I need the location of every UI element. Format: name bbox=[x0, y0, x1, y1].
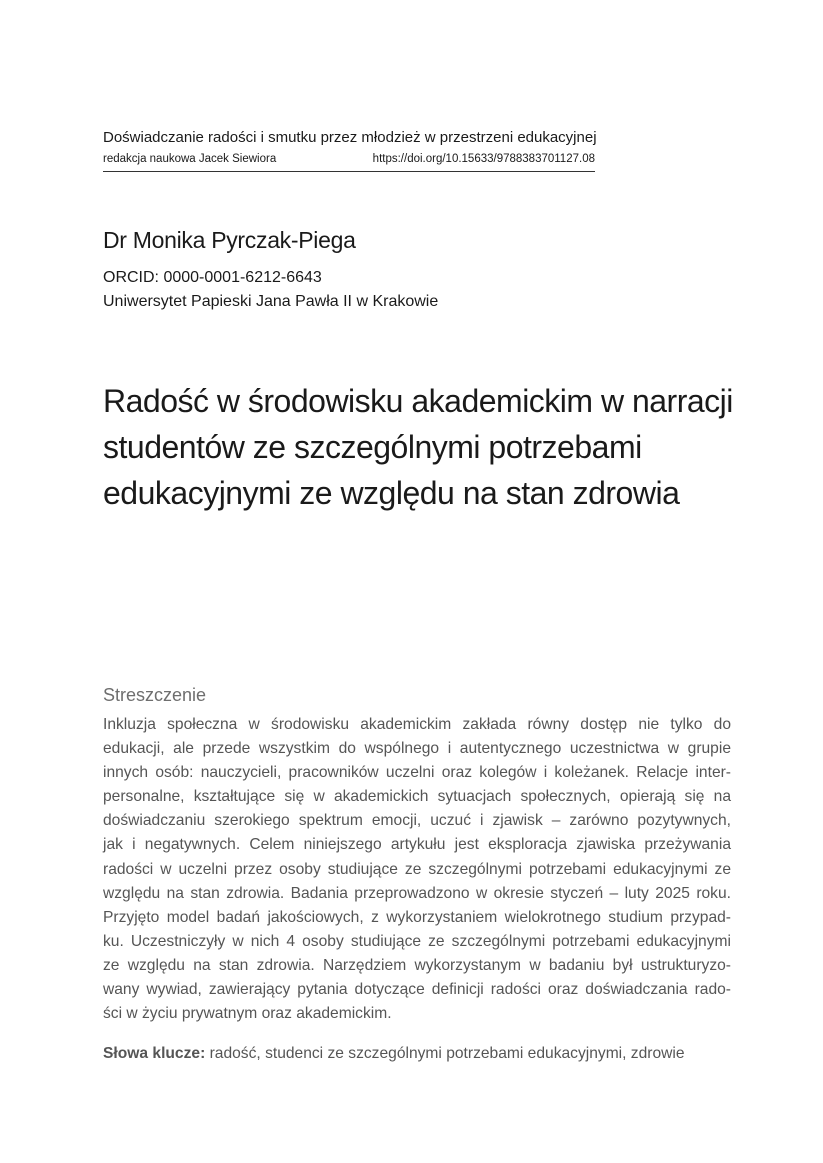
abstract-line: względu na stan zdrowia. Badania przeprowadzono w okresie styczeń – luty 2025 roku. bbox=[103, 884, 731, 902]
orcid: ORCID: 0000-0001-6212-6643 bbox=[103, 269, 322, 286]
abstract-line: innych osób: nauczycieli, pracowników uczelni oraz kolegów i koleżanek. Relacje inter- bbox=[103, 764, 731, 782]
abstract-line: personalne, kształtujące się w akademickich sytuacjach społecznych, opierają się na bbox=[103, 788, 731, 806]
article-title-line: studentów ze szczególnymi potrzebami bbox=[103, 429, 642, 465]
abstract-line: edukacji, ale przede wszystkim do wspólnego i autentycznego uczestnictwa w grupie bbox=[103, 740, 731, 758]
header-subline bbox=[103, 151, 595, 167]
abstract-line: ze względu na stan zdrowia. Narzędziem wykorzystanym w badaniu był ustrukturyzo- bbox=[103, 956, 731, 974]
abstract-line: doświadczaniu szerokiego spektrum emocji, uczuć i zjawisk – zarówno pozytywnych, bbox=[103, 812, 731, 830]
abstract-line: ści w życiu prywatnym oraz akademickim. bbox=[103, 1005, 392, 1023]
author-details bbox=[103, 266, 438, 314]
editor-credit: redakcja naukowa Jacek Siewiora bbox=[103, 153, 277, 165]
abstract-body bbox=[103, 713, 731, 1026]
keywords-label: Słowa klucze: bbox=[103, 1045, 206, 1062]
doi-link[interactable]: https://doi.org/10.15633/9788383701127.08 bbox=[372, 153, 595, 165]
abstract-line: ku. Uczestniczyły w nich 4 osoby studiujące ze szczególnymi potrzebami edukacyjnymi bbox=[103, 932, 731, 950]
keywords bbox=[103, 1043, 743, 1065]
keywords-text: radość, studenci ze szczególnymi potrzebami edukacyjnymi, zdrowie bbox=[205, 1045, 685, 1062]
abstract-heading: Streszczenie bbox=[103, 685, 207, 705]
abstract-line: wany wywiad, zawierający pytania dotyczące definicji radości oraz doświadczania rado- bbox=[103, 981, 731, 999]
article-title bbox=[103, 378, 743, 516]
article-title-line: edukacyjnymi ze względu na stan zdrowia bbox=[103, 475, 680, 511]
affiliation: Uniwersytet Papieski Jana Pawła II w Krakowie bbox=[103, 293, 439, 310]
author-name: Dr Monika Pyrczak-Piega bbox=[103, 227, 356, 253]
abstract-line: Przyjęto model badań jakościowych, z wykorzystaniem wielokrotnego studium przypad- bbox=[103, 908, 731, 926]
abstract-line: jak i negatywnych. Celem niniejszego artykułu jest eksploracja zjawiska przeżywania bbox=[103, 836, 731, 854]
abstract-line: Inkluzja społeczna w środowisku akademickim zakłada równy dostęp nie tylko do bbox=[103, 716, 731, 733]
abstract-line: radości w uczelni przez osoby studiujące ze szczególnymi potrzebami edukacyjnymi ze bbox=[103, 860, 731, 878]
article-title-line: Radość w środowisku akademickim w narracji bbox=[103, 383, 733, 419]
book-title: Doświadczanie radości i smutku przez młodzież w przestrzeni edukacyjnej bbox=[103, 129, 597, 146]
running-header bbox=[103, 128, 595, 172]
